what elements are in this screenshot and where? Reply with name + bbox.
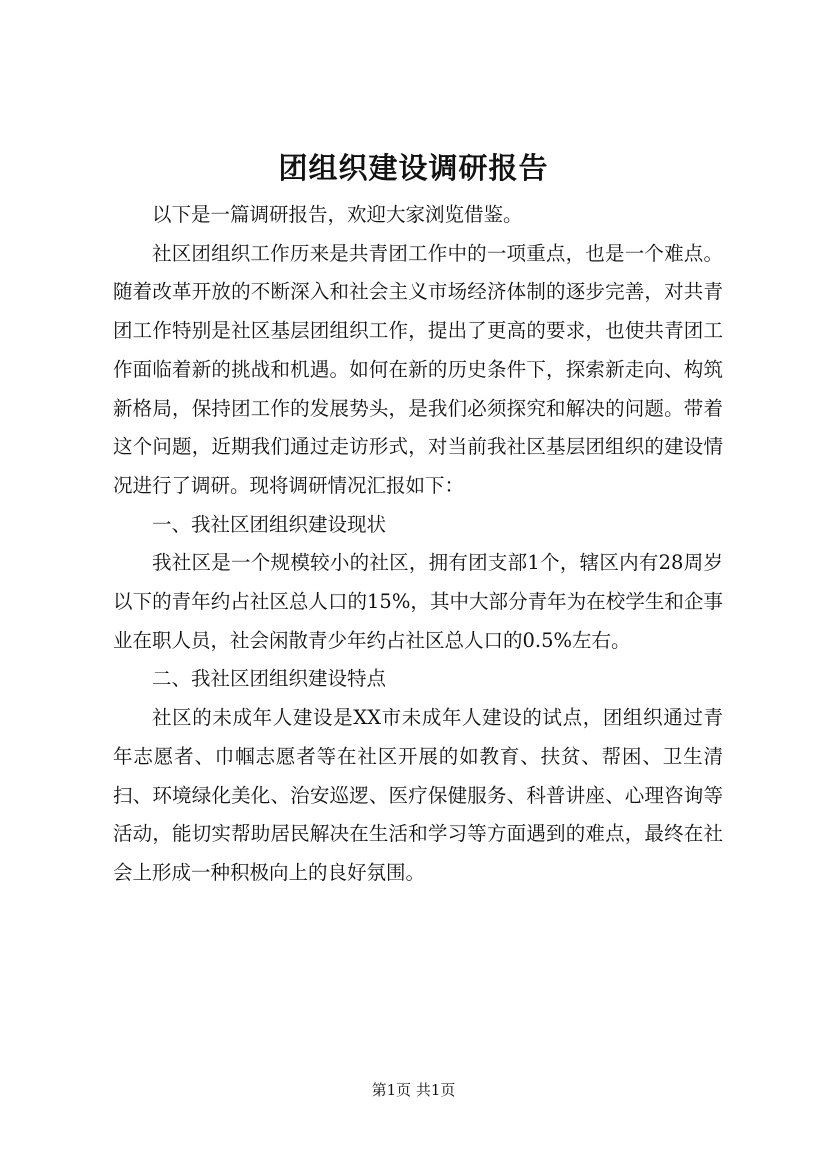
- section2-paragraph: 社区的未成年人建设是XX市未成年人建设的试点，团组织通过青年志愿者、巾帼志愿者等在社区开展的如教育、扶贫、帮困、卫生清扫、环境绿化美化、治安巡逻、医疗保健服务、科普讲座、心理咨询等活动，能切实帮助居民解决在生活和学习等方面遇到的难点，最终在社会上形成一种积极向上的良好氛围。: [113, 706, 723, 884]
- background-paragraph: 社区团组织工作历来是共青团工作中的一项重点，也是一个难点。随着改革开放的不断深入和社会主义市场经济体制的逐步完善，对共青团工作特别是社区基层团组织工作，提出了更高的要求，也使共青团工作面临着新的挑战和机遇。如何在新的历史条件下，探索新走向、构筑新格局，保持团工作的发展势头，是我们必须探究和解决的问题。带着这个问题，近期我们通过走访形式，对当前我社区基层团组织的建设情况进行了调研。现将调研情况汇报如下：: [113, 241, 723, 497]
- section1-heading: 一、我社区团组织建设现状: [152, 512, 387, 536]
- intro-paragraph: 以下是一篇调研报告，欢迎大家浏览借鉴。: [152, 203, 523, 226]
- section2-heading: 二、我社区团组织建设特点: [152, 667, 387, 691]
- document-title: 团组织建设调研报告: [278, 151, 549, 185]
- page-footer: 第1页 共1页: [371, 1081, 456, 1099]
- section1-paragraph: 我社区是一个规模较小的社区，拥有团支部1个，辖区内有28周岁以下的青年约占社区总人口的15%，其中大部分青年为在校学生和企事业在职人员，社会闲散青少年约占社区总人口的0.5%左右。: [113, 551, 723, 652]
- document-body: [113, 196, 723, 893]
